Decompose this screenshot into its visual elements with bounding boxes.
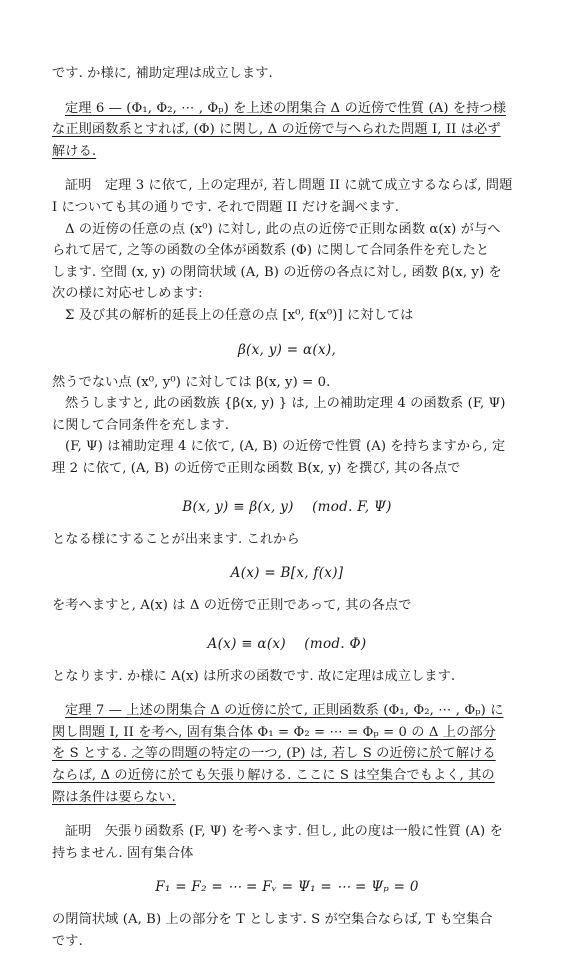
proof-1-line-2: I についても其の通りです. それで問題 II だけを調べます.: [52, 199, 400, 215]
paragraph-line: に関して合同条件を充します.: [52, 417, 230, 433]
proof-1: [52, 175, 522, 218]
paragraph-line: の閉筒状域 (A, B) 上の部分を T とします. S が空集合ならば, T も空集合: [52, 912, 493, 928]
paragraph-line: 然うでない点 (x⁰, y⁰) に対しては β(x, y) = 0.: [52, 374, 331, 390]
theorem-6-line-2: な正則函数系とすれば, (Φ) に関し, Δ の近傍で与へられた問題 I, II は必ず: [52, 122, 501, 138]
text-line: です. か様に, 補助定理は成立します.: [52, 66, 273, 81]
paragraph-line: 然うしますと, 此の函数族 {β(x, y) } は, 上の補助定理 4 の函数系 (F, Ψ): [65, 396, 506, 412]
theorem-6: [52, 98, 522, 163]
paragraph-2: [52, 219, 522, 305]
paragraph-line: 次の様に対応せしめます:: [52, 286, 203, 302]
theorem-7-line-4: ならば, Δ の近傍に於ても矢張り解ける. ここに S は空集合でもよく, 其の: [52, 768, 495, 784]
equation-2: B(x, y) ≡ β(x, y) (mod. F, Ψ): [182, 498, 392, 515]
theorem-6-line-3: 解ける.: [52, 143, 97, 159]
theorem-7-line-1: 定理 7 — 上述の閉集合 Δ の近傍に於て, 正則函数系 (Φ₁, Φ₂, ⋯ , Φₚ) に: [65, 703, 504, 719]
paragraph-line: 理 2 に依て, (A, B) の近傍で正則な函数 B(x, y) を撰び, 其の各点で: [52, 460, 461, 476]
paragraph-line: となる様にすることが出来ます. これから: [52, 531, 300, 547]
paragraph-6: [52, 436, 522, 479]
paragraph-line: を考へますと, A(x) は Δ の近傍で正則であって, 其の各点で: [52, 598, 412, 614]
paragraph-line: です.: [52, 934, 83, 950]
equation-1: β(x, y) = α(x),: [237, 341, 337, 358]
proof-2: [52, 821, 522, 864]
proof-1-line-1: 証明 定理 3 に依て, 上の定理が, 若し問題 II に就て成立するならば, 問題: [65, 178, 513, 194]
paragraph-line: Δ の近傍の任意の点 (x⁰) に対し, 此の点の近傍で正則な函数 α(x) が与へ: [65, 221, 501, 237]
paragraph-10: [52, 909, 522, 952]
paragraph-line: (F, Ψ) は補助定理 4 に依て, (A, B) の近傍で性質 (A) を持ちますから, 定: [65, 439, 506, 455]
theorem-7: [52, 700, 522, 808]
page: [52, 0, 522, 953]
equation-3: A(x) = B[x, f(x)]: [230, 565, 344, 582]
theorem-7-line-2: 関し問題 I, II を考へ, 固有集合体 Φ₁ = Φ₂ = ⋯ = Φₚ = 0 の Δ 上の部分: [52, 724, 496, 740]
equation-5: F₁ = F₂ = ⋯ = Fᵥ = Ψ₁ = ⋯ = Ψₚ = 0: [155, 879, 419, 896]
equation-4: A(x) ≡ α(x) (mod. Φ): [207, 635, 367, 652]
theorem-6-line-1: 定理 6 — (Φ₁, Φ₂, ⋯ , Φₚ) を上述の閉集合 Δ の近傍で性質 (A) を持つ様: [65, 100, 507, 116]
proof-2-line-1: 証明 矢張り函数系 (F, Ψ) を考へます. 但し, 此の度は一般に性質 (A) を: [65, 824, 503, 840]
paragraph-line: Σ 及び其の解析的延長上の任意の点 [x⁰, f(x⁰)] に対しては: [65, 307, 414, 323]
paragraph-line: します. 空間 (x, y) の閉筒状域 (A, B) の近傍の各点に対し, 函数 β(x, y) を: [52, 264, 502, 280]
theorem-7-line-5: 際は条件は要らない.: [52, 789, 176, 805]
paragraph-5: [52, 393, 522, 436]
paragraph-line: られて居て, 之等の函数の全体が函数系 (Φ) に関して合同条件を充したと: [52, 243, 490, 259]
paragraph-line: となります. か様に A(x) は所求の函数です. 故に定理は成立します.: [52, 668, 456, 684]
theorem-7-line-3: を S とする. 之等の問題の特定の一つ, (P) は, 若し S の近傍に於て解ける: [52, 746, 496, 762]
proof-2-line-2: 持ちません. 固有集合体: [52, 845, 194, 861]
